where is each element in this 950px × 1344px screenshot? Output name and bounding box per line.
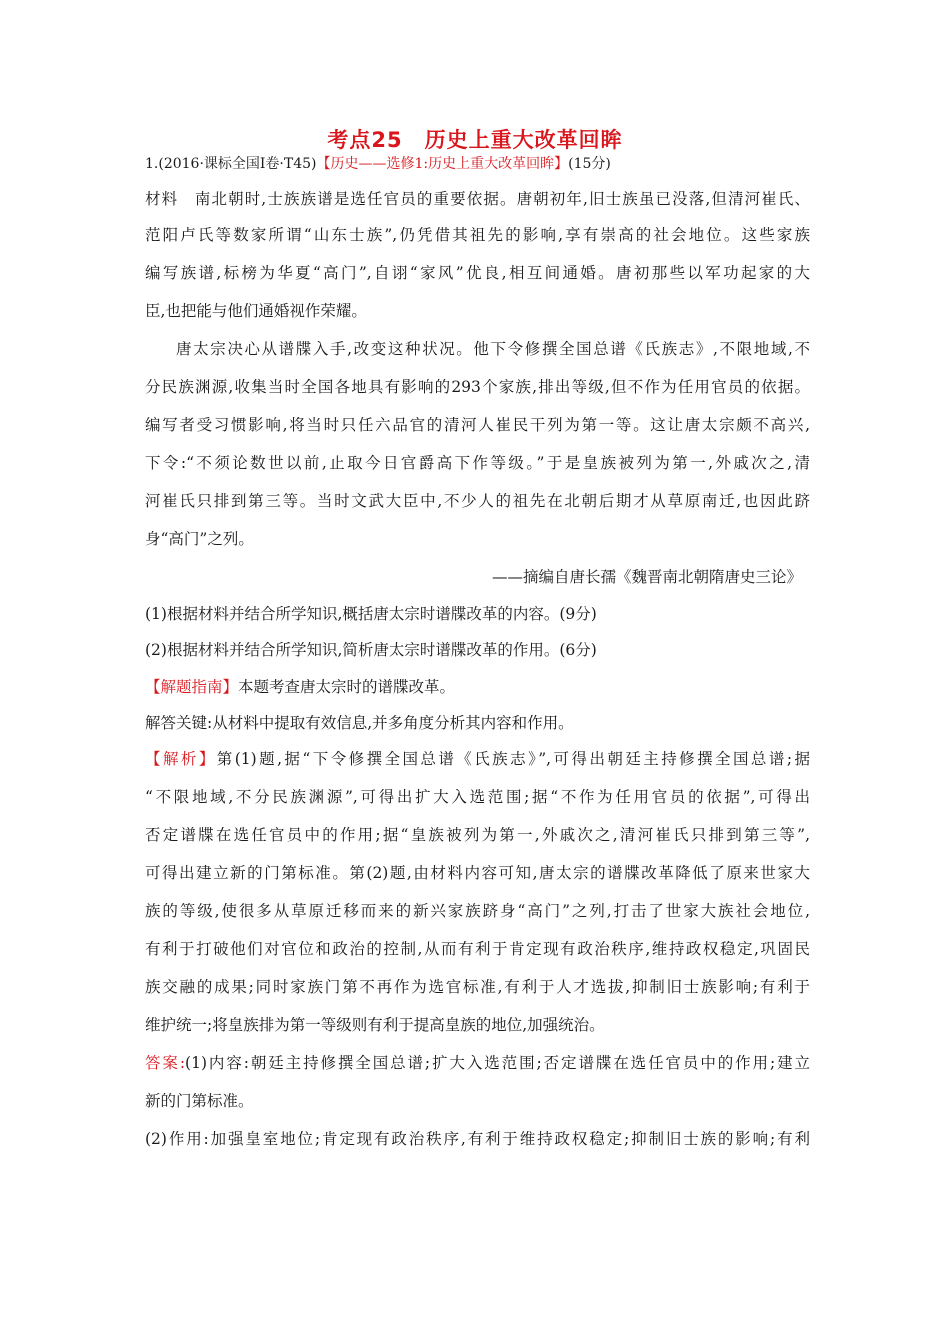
material-source: ——摘编自唐长孺《魏晋南北朝隋唐史三论》: [491, 568, 802, 586]
answer-first-line: [145, 1051, 810, 1073]
analysis-line: 有利于打破他们对官位和政治的控制,从而有利于肯定现有政治秩序,维持政权稳定,巩固民: [145, 940, 810, 958]
sub-question-1: (1)根据材料并结合所学知识,概括唐太宗时谱牒改革的内容。(9分): [145, 605, 597, 623]
analysis-line: 族交融的成果;同时家族门第不再作为选官标准,有利于人才选拔,抑制旧士族影响;有利于: [145, 978, 810, 996]
material-line: 臣,也把能与他们通婚视作荣耀。: [145, 302, 367, 320]
analysis-line: 族的等级,使很多从草原迁移而来的新兴家族跻身“高门”之列,打击了世家大族社会地位,: [145, 902, 810, 920]
material-line: 河崔氏只排到第三等。当时文武大臣中,不少人的祖先在北朝后期才从草原南迁,也因此跻: [145, 492, 810, 510]
guide-key: 解答关键:从材料中提取有效信息,并多角度分析其内容和作用。: [145, 714, 574, 732]
material-line: 编写者受习惯影响,将当时只任六品官的清河人崔民干列为第一等。这让唐太宗颇不高兴,: [145, 416, 810, 434]
material-line: 唐太宗决心从谱牒入手,改变这种状况。他下令修撰全国总谱《氏族志》,不限地域,不: [176, 340, 810, 358]
material-line: 范阳卢氏等数家所谓“山东士族”,仍凭借其祖先的影响,享有崇高的社会地位。这些家族: [145, 226, 810, 244]
material-line: 分民族渊源,收集当时全国各地具有影响的293个家族,排出等级,但不作为任用官员的依据。: [145, 378, 810, 396]
guide-line: [145, 675, 810, 697]
page-title: 考点25 历史上重大改革回眸: [327, 128, 623, 152]
analysis-line: “不限地域,不分民族渊源”,可得出扩大入选范围;据“不作为任用官员的依据”,可得出: [145, 788, 810, 806]
question-module: 【历史——选修1:历史上重大改革回眸】: [316, 156, 569, 172]
answer-label: 答案:: [145, 1054, 186, 1072]
material-line: 下令:“不须论数世以前,止取今日官爵高下作等级。”于是皇族被列为第一,外戚次之,清: [145, 454, 810, 472]
question-source: (2016·课标全国Ⅰ卷·T45): [158, 156, 317, 172]
material-line: 编写族谱,标榜为华夏“高门”,自诩“家风”优良,相互间通婚。唐初那些以军功起家的大: [145, 264, 810, 282]
question-header: [145, 153, 810, 173]
answer-line: (2)作用:加强皇室地位;肯定现有政治秩序,有利于维持政权稳定;抑制旧士族的影响;有利: [145, 1130, 810, 1148]
analysis-line: 维护统一;将皇族排为第一等级则有利于提高皇族的地位,加强统治。: [145, 1016, 605, 1034]
material-line: 身“高门”之列。: [145, 530, 254, 548]
analysis-first-line: [145, 747, 810, 769]
answer-first-text: (1)内容:朝廷主持修撰全国总谱;扩大入选范围;否定谱牒在选任官员中的作用;建立: [185, 1054, 810, 1072]
question-score: (15分): [568, 156, 611, 172]
guide-label: 【解题指南】: [145, 678, 239, 696]
analysis-first-text: 第(1)题,据“下令修撰全国总谱《氏族志》”,可得出朝廷主持修撰全国总谱;据: [216, 750, 810, 768]
analysis-line: 可得出建立新的门第标准。第(2)题,由材料内容可知,唐太宗的谱牒改革降低了原来世家大: [145, 864, 810, 882]
answer-line: 新的门第标准。: [145, 1092, 254, 1110]
guide-text: 本题考查唐太宗时的谱牒改革。: [238, 678, 456, 696]
analysis-label: 【解析】: [145, 750, 217, 768]
question-number: 1.: [145, 156, 159, 172]
material-line: 材料 南北朝时,士族族谱是选任官员的重要依据。唐朝初年,旧士族虽已没落,但清河崔氏、: [145, 190, 810, 208]
sub-question-2: (2)根据材料并结合所学知识,简析唐太宗时谱牒改革的作用。(6分): [145, 641, 597, 659]
analysis-line: 否定谱牒在选任官员中的作用;据“皇族被列为第一,外戚次之,清河崔氏只排到第三等”,: [145, 826, 810, 844]
